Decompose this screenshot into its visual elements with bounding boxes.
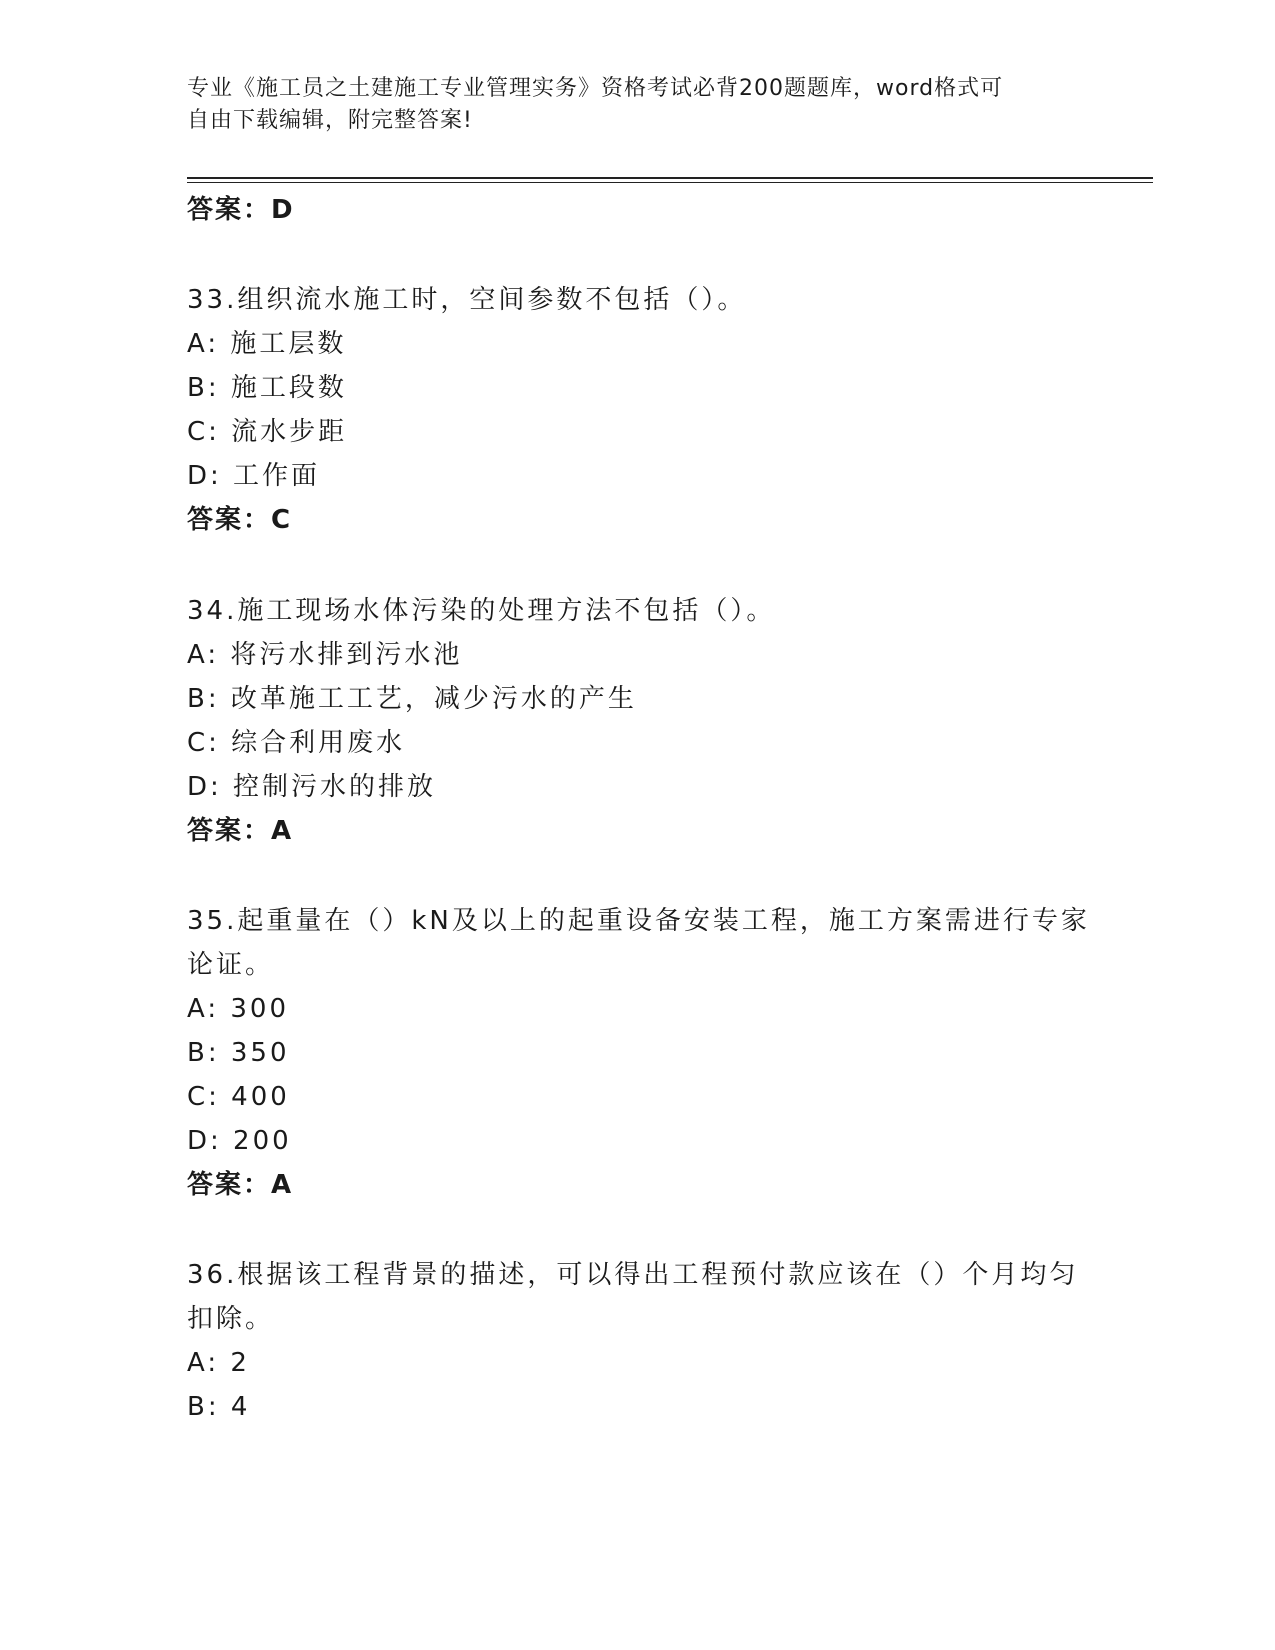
question-34-stem: 34.施工现场水体污染的处理方法不包括（）。	[187, 596, 776, 626]
question-33-stem: 33.组织流水施工时，空间参数不包括（）。	[187, 285, 747, 315]
question-35-option-d: D: 200	[187, 1126, 292, 1156]
question-35-stem-line-1: 35.起重量在（）kN及以上的起重设备安装工程，施工方案需进行专家	[187, 906, 1090, 936]
question-35-option-b: B: 350	[187, 1038, 290, 1068]
question-36-option-a: A: 2	[187, 1348, 250, 1378]
question-34-option-c: C: 综合利用废水	[187, 728, 406, 758]
question-34-option-d: D: 控制污水的排放	[187, 772, 437, 802]
document-header	[187, 73, 1087, 137]
question-36-stem-line-1: 36.根据该工程背景的描述，可以得出工程预付款应该在（）个月均匀	[187, 1260, 1079, 1290]
question-34-answer: 答案：A	[187, 816, 294, 846]
question-36-option-b: B: 4	[187, 1392, 251, 1422]
question-35-answer: 答案：A	[187, 1170, 294, 1200]
question-34-option-a: A: 将污水排到污水池	[187, 640, 463, 670]
question-35-option-c: C: 400	[187, 1082, 290, 1112]
question-33-option-a: A: 施工层数	[187, 329, 347, 359]
question-36-stem-line-2: 扣除。	[187, 1304, 275, 1334]
question-33-option-d: D: 工作面	[187, 461, 321, 491]
header-rule-thick	[187, 177, 1153, 179]
question-33-answer: 答案：C	[187, 505, 293, 535]
question-34-option-b: B: 改革施工工艺，减少污水的产生	[187, 684, 637, 714]
header-line-2: 自由下载编辑，附完整答案!	[187, 108, 473, 133]
header-rule-thin	[187, 182, 1153, 183]
question-35-stem-line-2: 论证。	[187, 950, 275, 980]
header-line-1: 专业《施工员之土建施工专业管理实务》资格考试必背200题题库，word格式可	[187, 76, 1004, 101]
question-33-option-b: B: 施工段数	[187, 373, 347, 403]
question-35-option-a: A: 300	[187, 994, 289, 1024]
question-33-option-c: C: 流水步距	[187, 417, 348, 447]
answer-prev: 答案：D	[187, 195, 295, 225]
